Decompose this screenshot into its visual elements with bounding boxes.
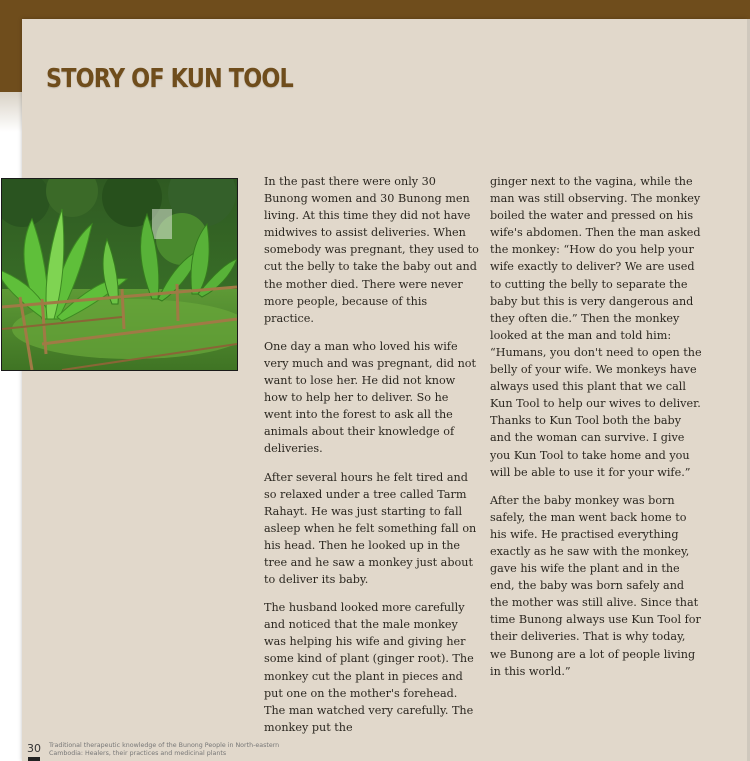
paragraph: The husband looked more carefully and noticed that the male monkey was helping his wife and giving her some kind of plant (ginger root). The monkey cut the plant in pieces and put one on the mother's forehead. The man watched very carefully. The monkey put the [264,601,474,734]
page-number: 30 [27,742,41,755]
text-column-right [490,173,705,691]
plant-photo-illustration [2,179,237,370]
footer-mark [28,757,40,761]
text-column-left [264,173,479,747]
left-bar-shadow [0,92,22,132]
paragraph: ginger next to the vagina, while the man was still observing. The monkey boiled the water and pressed on his wife's abdomen. Then the man asked the monkey: “How do you help your wife exactly to deliver? We are used to cutting the belly to separate the baby but this is very dangerous and they often die.” Then the monkey looked at the man and told him: “Humans, you don't need to open the belly of your wife. We monkeys have always used this plant that we call Kun Tool to help our wives to deliver. Thanks to Kun Tool both the baby and the woman can survive. I give you Kun Tool to take home and you will be able to use it for your wife.” [490,175,702,479]
paragraph: One day a man who loved his wife very much and was pregnant, did not want to lose her. He did not know how to help her to deliver. So he went into the forest to ask all the animals about their knowledge of deliveries. [264,339,477,456]
paragraph: In the past there were only 30 Bunong women and 30 Bunong men living. At this time they did not have midwives to assist deliveries. When somebody was pregnant, they used to cut the belly to take the baby out and the mother died. There were never more people, because of this practice. [264,175,479,325]
top-brown-bar [0,0,750,19]
paragraph: After the baby monkey was born safely, the man went back home to his wife. He practised everything exactly as he saw with the monkey, gave his wife the plant and in the end, the baby was born safely and the mother was still alive. Since that time Bunong always use Kun Tool for their deliveries. That is why today, we Bunong are a lot of people living in this world.” [490,493,701,678]
left-brown-bar [0,0,22,92]
page-title: STORY OF KUN TOOL [46,64,293,94]
footer-caption: Traditional therapeutic knowledge of the Bunong People in North-eastern Cambodia: Healers, their practices and medicinal plants [49,742,280,757]
plant-photo [1,178,238,371]
paragraph: After several hours he felt tired and so relaxed under a tree called Tarm Rahayt. He was just starting to fall asleep when he felt something fall on his head. Then he looked up in the tree and he saw a monkey just about to deliver its baby. [264,470,477,587]
